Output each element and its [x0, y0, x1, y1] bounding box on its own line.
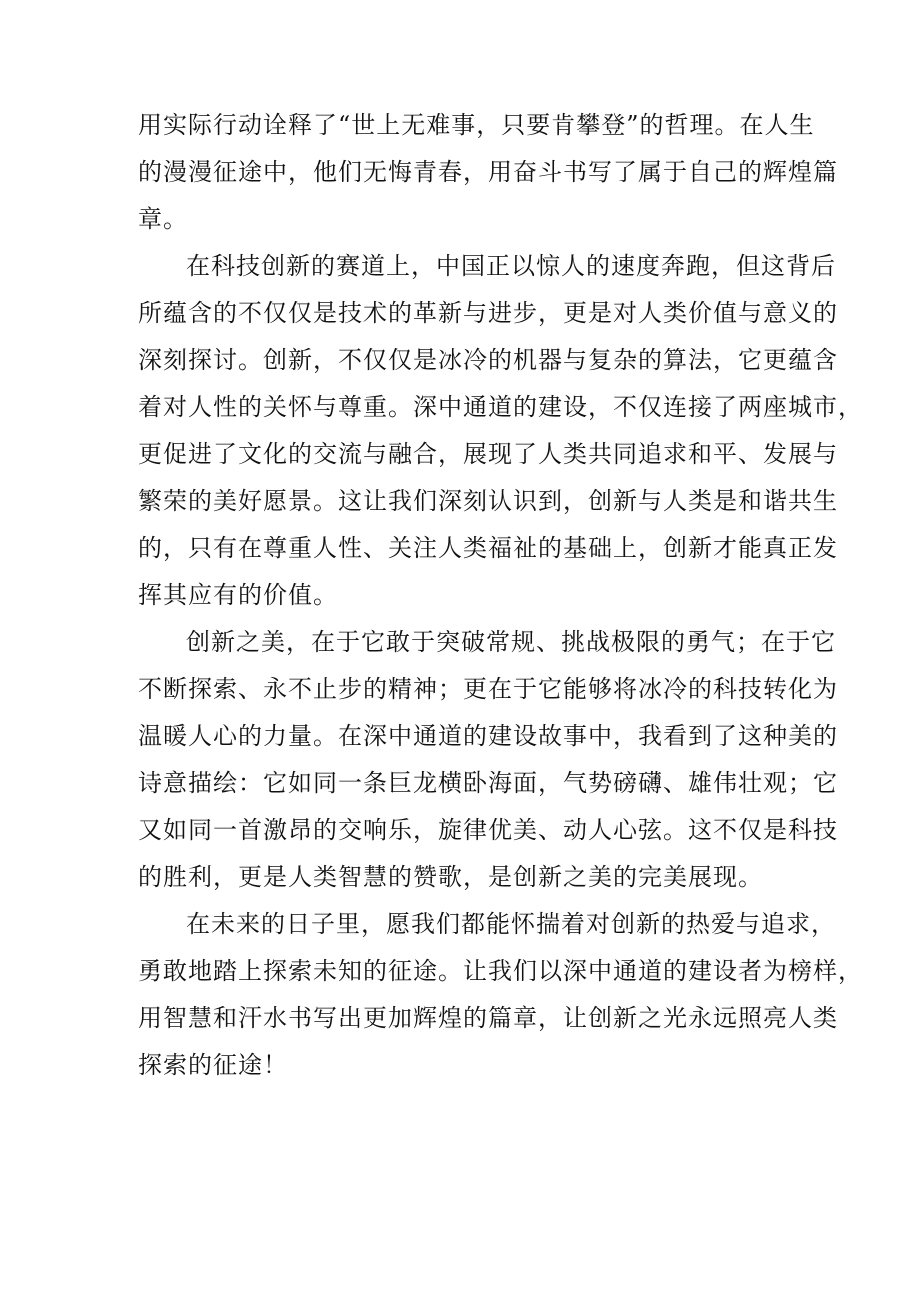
paragraph-4	[138, 901, 863, 1089]
text-line: 的，只有在尊重人性、关注人类福祉的基础上，创新才能真正发	[138, 534, 838, 562]
text-line: 的漫漫征途中，他们无悔青春，用奋斗书写了属于自己的辉煌篇	[138, 158, 838, 186]
text-line: 在未来的日子里，愿我们都能怀揣着对创新的热爱与追求，	[186, 910, 836, 938]
text-line: 勇敢地踏上探索未知的征途。让我们以深中通道的建设者为榜样，	[138, 957, 863, 985]
document-body	[138, 102, 863, 1089]
text-line: 用实际行动诠释了“世上无难事，只要肯攀登”的哲理。在人生	[138, 111, 815, 139]
text-line: 又如同一首激昂的交响乐，旋律优美、动人心弦。这不仅是科技	[138, 816, 838, 844]
text-line: 挥其应有的价值。	[138, 581, 338, 609]
text-line: 创新之美，在于它敢于突破常规、挑战极限的勇气；在于它	[186, 628, 836, 656]
paragraph-2	[138, 243, 863, 619]
text-line: 更促进了文化的交流与融合，展现了人类共同追求和平、发展与	[138, 440, 838, 468]
text-line: 温暖人心的力量。在深中通道的建设故事中，我看到了这种美的	[138, 722, 838, 750]
text-line: 探索的征途！	[138, 1051, 288, 1079]
text-line: 繁荣的美好愿景。这让我们深刻认识到，创新与人类是和谐共生	[138, 487, 838, 515]
text-line: 所蕴含的不仅仅是技术的革新与进步，更是对人类价值与意义的	[138, 299, 838, 327]
text-line: 在科技创新的赛道上，中国正以惊人的速度奔跑，但这背后	[186, 252, 836, 280]
text-line: 不断探索、永不止步的精神；更在于它能够将冰冷的科技转化为	[138, 675, 838, 703]
paragraph-1	[138, 102, 838, 243]
paragraph-3	[138, 619, 838, 901]
text-line: 用智慧和汗水书写出更加辉煌的篇章，让创新之光永远照亮人类	[138, 1004, 838, 1032]
text-line: 诗意描绘：它如同一条巨龙横卧海面，气势磅礴、雄伟壮观；它	[138, 769, 838, 797]
text-line: 深刻探讨。创新，不仅仅是冰冷的机器与复杂的算法，它更蕴含	[138, 346, 838, 374]
text-line: 的胜利，更是人类智慧的赞歌，是创新之美的完美展现。	[138, 863, 763, 891]
text-line: 着对人性的关怀与尊重。深中通道的建设，不仅连接了两座城市，	[138, 393, 863, 421]
text-line: 章。	[138, 205, 188, 233]
